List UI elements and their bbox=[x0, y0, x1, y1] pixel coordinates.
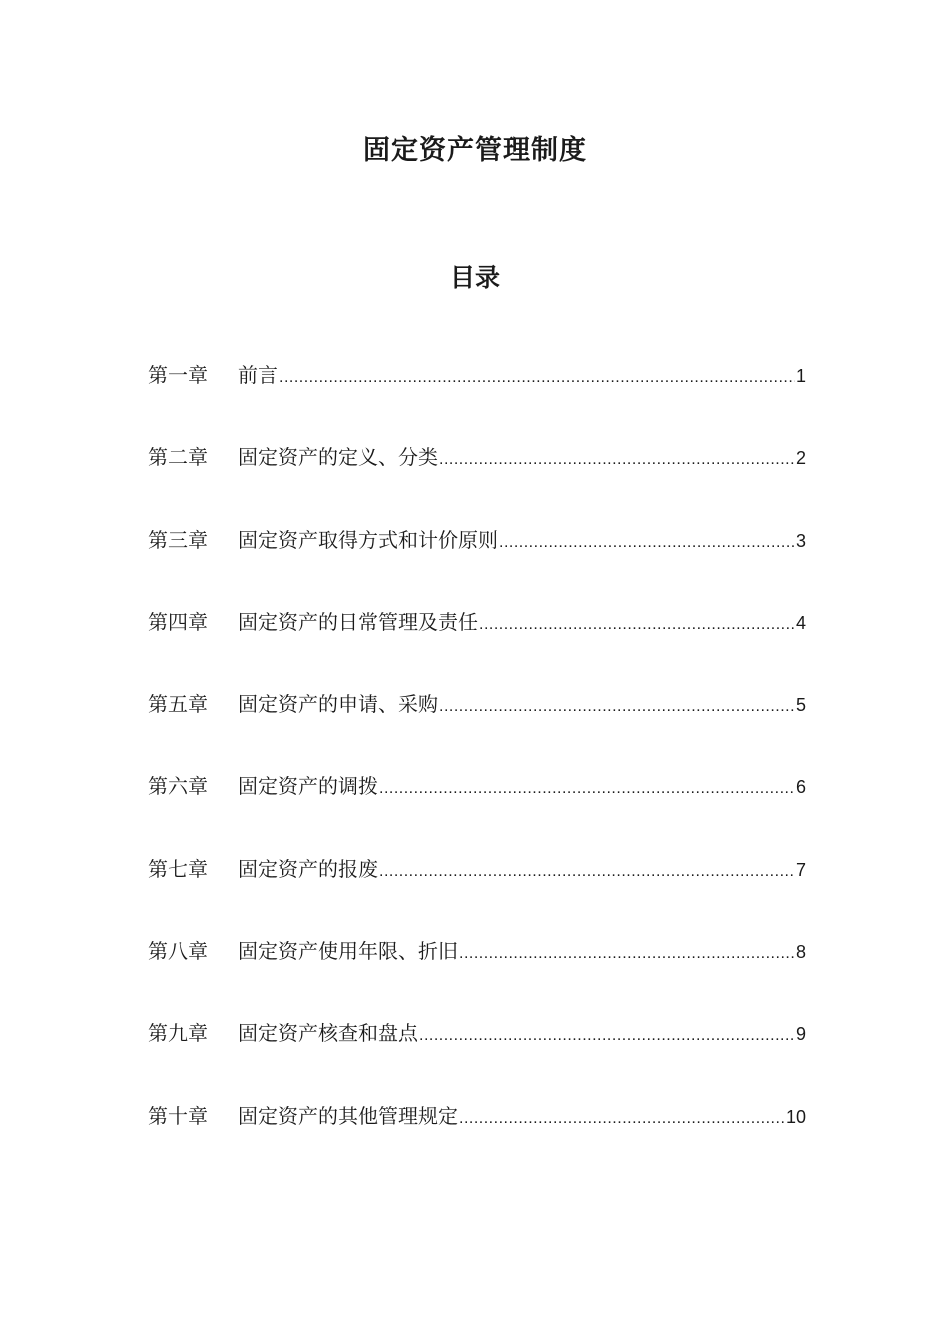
toc-chapter-title: 固定资产核查和盘点 bbox=[238, 1021, 418, 1046]
toc-chapter-title: 固定资产的申请、采购 bbox=[238, 692, 438, 717]
toc-dot-leader bbox=[479, 608, 795, 642]
toc-chapter-number: 第九章 bbox=[148, 1021, 208, 1046]
toc-entry[interactable] bbox=[148, 687, 806, 769]
toc-chapter-title: 固定资产取得方式和计价原则 bbox=[238, 527, 498, 552]
toc-chapter-title: 固定资产的调拨 bbox=[238, 774, 378, 799]
toc-page-number: 1 bbox=[795, 366, 806, 386]
toc-page-number: 10 bbox=[785, 1106, 806, 1127]
toc-entry[interactable] bbox=[148, 523, 806, 605]
toc-chapter-number: 第二章 bbox=[148, 445, 208, 470]
toc-dot-leader bbox=[279, 361, 795, 395]
toc-chapter-title: 固定资产的日常管理及责任 bbox=[238, 609, 478, 634]
toc-dot-leader bbox=[439, 690, 795, 724]
toc-entry[interactable] bbox=[148, 852, 806, 934]
toc-chapter-title: 固定资产的定义、分类 bbox=[238, 445, 438, 470]
toc-entry[interactable] bbox=[148, 358, 806, 440]
toc-dot-leader bbox=[379, 855, 795, 889]
toc-chapter-number: 第六章 bbox=[148, 774, 208, 799]
document-title: 固定资产管理制度 bbox=[363, 135, 587, 166]
toc-entry[interactable] bbox=[148, 1099, 806, 1181]
toc-chapter-number: 第八章 bbox=[148, 939, 208, 964]
toc-dot-leader bbox=[459, 1102, 785, 1136]
toc-chapter-title: 固定资产使用年限、折旧 bbox=[238, 939, 458, 964]
toc-chapter-number: 第十章 bbox=[148, 1103, 208, 1128]
toc-chapter-number: 第四章 bbox=[148, 609, 208, 634]
toc-page-number: 4 bbox=[795, 612, 806, 633]
toc-dot-leader bbox=[419, 1019, 795, 1053]
table-of-contents bbox=[148, 358, 806, 1181]
toc-dot-leader bbox=[439, 443, 795, 477]
toc-chapter-number: 第七章 bbox=[148, 856, 208, 881]
toc-dot-leader bbox=[379, 772, 795, 806]
toc-chapter-number: 第一章 bbox=[148, 363, 208, 387]
toc-entry[interactable] bbox=[148, 934, 806, 1016]
toc-dot-leader bbox=[459, 937, 795, 971]
toc-dot-leader bbox=[499, 526, 795, 560]
toc-entry[interactable] bbox=[148, 605, 806, 687]
toc-page-number: 2 bbox=[795, 448, 806, 469]
toc-page-number: 5 bbox=[795, 695, 806, 716]
toc-chapter-title: 固定资产的报废 bbox=[238, 856, 378, 881]
toc-entry[interactable] bbox=[148, 769, 806, 851]
toc-page-number: 7 bbox=[795, 859, 806, 880]
toc-chapter-number: 第五章 bbox=[148, 692, 208, 717]
toc-chapter-title: 前言 bbox=[238, 363, 278, 387]
toc-chapter-title: 固定资产的其他管理规定 bbox=[238, 1103, 458, 1128]
toc-entry[interactable] bbox=[148, 1016, 806, 1098]
toc-page-number: 3 bbox=[795, 530, 806, 551]
toc-page-number: 8 bbox=[795, 942, 806, 963]
toc-page-number: 9 bbox=[795, 1024, 806, 1045]
toc-entry[interactable] bbox=[148, 440, 806, 522]
toc-chapter-number: 第三章 bbox=[148, 527, 208, 552]
toc-page-number: 6 bbox=[795, 777, 806, 798]
toc-heading: 目录 bbox=[449, 263, 500, 292]
